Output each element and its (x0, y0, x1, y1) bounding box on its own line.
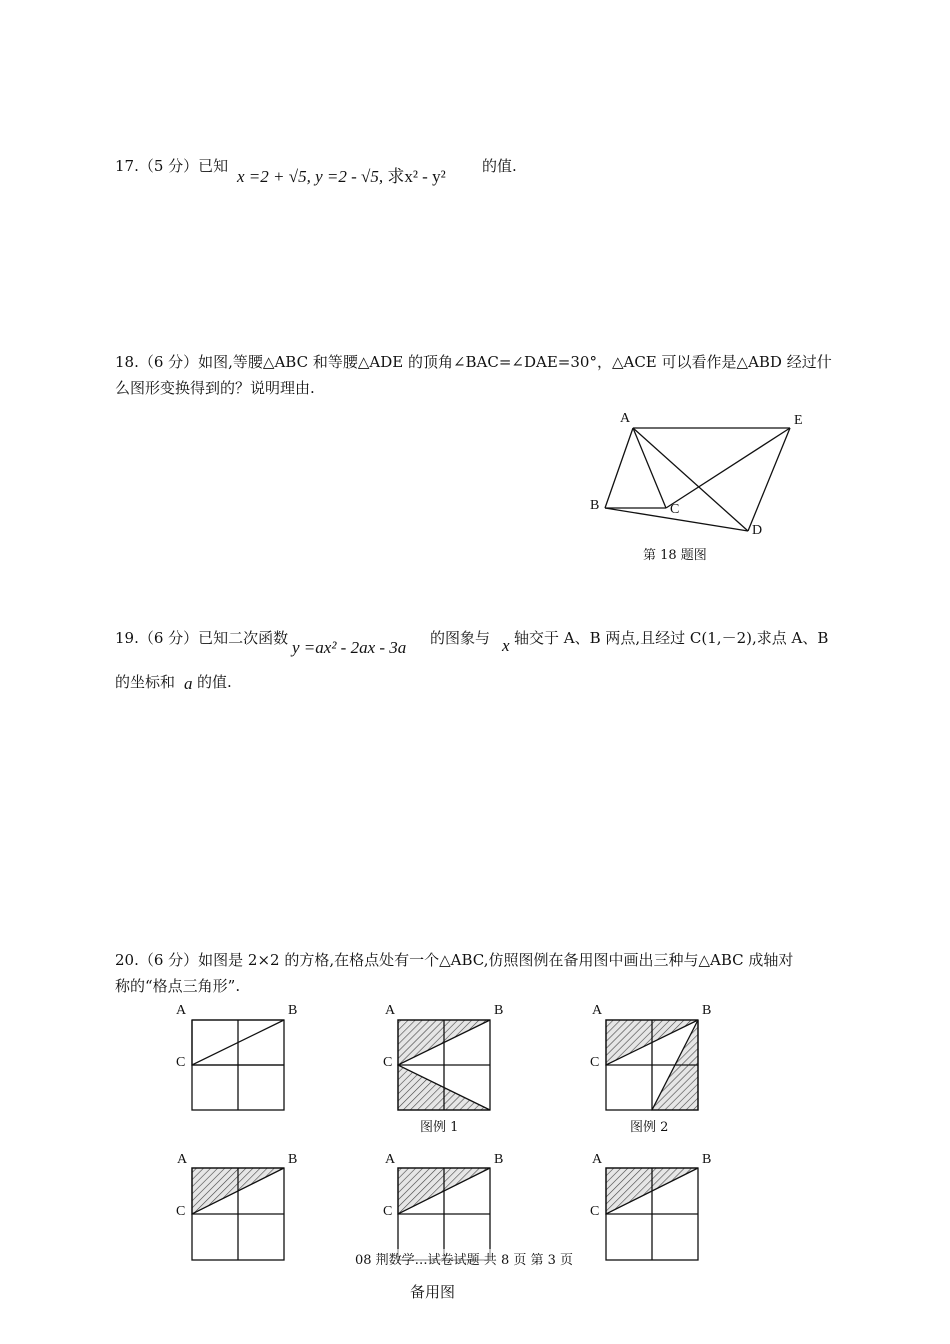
q20-ex1-label-c: C (383, 1055, 393, 1070)
q20-example1-caption: 图例 1 (420, 1120, 459, 1135)
page-footer: 08 荆数学…试卷试题 共 8 页 第 3 页 (355, 1249, 573, 1268)
q20-ex2-label-b: B (702, 1003, 712, 1018)
q20-example1-grid (383, 1003, 503, 1110)
q18-figure-lines (605, 428, 790, 531)
q20-ex2-label-c: C (590, 1055, 600, 1070)
q18-label-e: E (794, 413, 803, 428)
q18-line2: 么图形变换得到的？说明理由. (115, 379, 315, 397)
question-17 (115, 156, 228, 176)
q18-figure (580, 400, 820, 540)
q20-spare2-label-b: B (494, 1152, 504, 1167)
q18-caption: 第 18 题图 (643, 548, 707, 563)
q20-spare1-label-a: A (177, 1152, 188, 1167)
q17-formula (237, 162, 446, 187)
q20-spare3-label-c: C (590, 1204, 600, 1219)
q20-example2-caption: 图例 2 (630, 1120, 669, 1135)
q20-spare2-label-c: C (383, 1204, 393, 1219)
q20-ex1-label-b: B (494, 1003, 504, 1018)
q20-spare-grid-1 (176, 1152, 297, 1260)
q19-var-x: x (502, 636, 510, 655)
q20-ex1-label-a: A (385, 1003, 396, 1018)
q18-label-b: B (590, 498, 600, 513)
q20-spare1-label-c: C (176, 1204, 186, 1219)
q19-line2-pre: 的坐标和 (115, 673, 176, 691)
q19-mid: 的图象与 (430, 629, 491, 647)
q20-spare3-label-a: A (592, 1152, 603, 1167)
q20-spare3-label-b: B (702, 1152, 712, 1167)
q17-math: x =2 + √5, y =2 - √5, (237, 167, 384, 186)
q20-spare-grid-3 (590, 1152, 711, 1260)
q18-label-c: C (670, 502, 680, 517)
q20-line1: 20.（6 分）如图是 2×2 的方格,在格点处有一个△ABC,仿照图例在备用图中画出三种与△ABC 成轴对 (115, 951, 794, 969)
q20-spare1-label-b: B (288, 1152, 298, 1167)
q20-line2: 称的“格点三角形”. (115, 977, 241, 995)
q20-spare-caption: 备用图 (410, 1283, 456, 1301)
q17-suffix: 的值. (482, 157, 517, 175)
q18-label-a: A (620, 411, 631, 426)
q20-orig-label-a: A (176, 1003, 187, 1018)
q19-suffix: 轴交于 A、B 两点,且经过 C(1,－2),求点 A、B (514, 629, 829, 647)
q20-orig-label-b: B (288, 1003, 298, 1018)
q19-prefix: 19.（6 分）已知二次函数 (115, 629, 289, 647)
q18-label-d: D (752, 523, 763, 538)
q17-prefix: 17.（5 分）已知 (115, 157, 229, 175)
q20-orig-label-c: C (176, 1055, 186, 1070)
q20-spare2-label-a: A (385, 1152, 396, 1167)
q20-example2-grid (590, 1003, 711, 1110)
q17-ask: 求x² - y² (387, 167, 446, 186)
q19-formula: y =ax² - 2ax - 3a (292, 638, 407, 657)
q19-var-a: a (184, 674, 193, 693)
q18-line1: 18.（6 分）如图,等腰△ABC 和等腰△ADE 的顶角∠BAC=∠DAE=30°，△ACE 可以看作是△ABD 经过什 (115, 353, 832, 371)
q20-original-grid (176, 1003, 297, 1110)
q19-line2-post: 的值. (197, 673, 232, 691)
q20-spare-grid-2 (383, 1152, 503, 1260)
q20-ex2-label-a: A (592, 1003, 603, 1018)
